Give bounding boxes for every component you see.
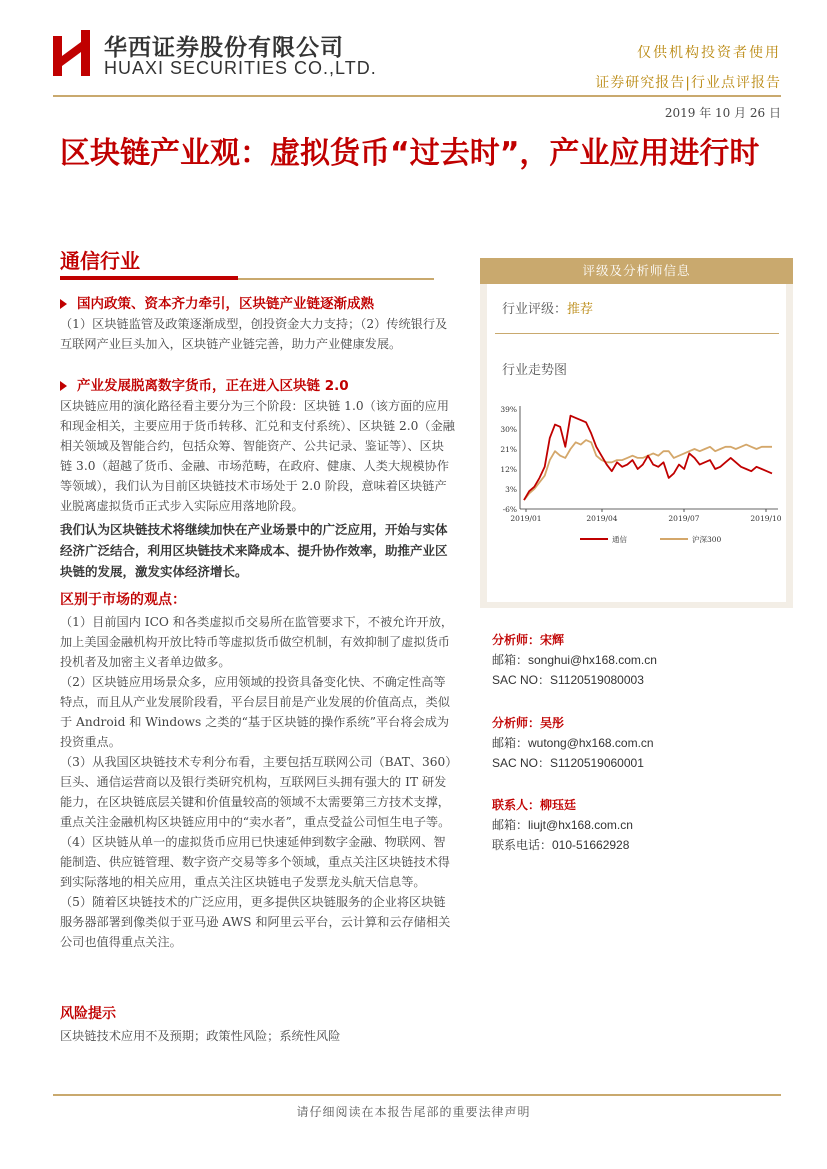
triangle-bullet-icon [60, 381, 67, 391]
industry-underline-red [60, 276, 238, 280]
y-tick-label: 21% [500, 445, 517, 454]
x-tick-label: 2019/04 [586, 514, 618, 523]
analyst-1-name: 分析师：宋辉 [492, 633, 565, 647]
report-date: 2019 年 10 月 26 日 [664, 106, 781, 120]
company-name-cn: 华西证券股份有限公司 [104, 35, 344, 61]
triangle-bullet-icon [60, 299, 67, 309]
blockchain2-paragraph: 区块链应用的演化路径看主要分为三个阶段：区块链 1.0（该方面的应用和现金相关，主要应用于货币转移、汇兑和支付系统）、区块链 2.0（金融相关领域及智能合约，包括众筹、智能资产、公共记录、鉴证等）、区块链 3.0（超越了货币、金融、市场范畴，在政府、健康、人类大规模协作等领域），我们认为目前区块链技术市场处于 2.0 阶段，意味着区块链产业脱离虚拟货币正式步入实际应用落地阶段。 [60, 399, 455, 513]
analyst-2 [492, 713, 792, 773]
y-tick-label: 3% [505, 485, 517, 494]
contact-email[interactable]: 邮箱：liujt@hx168.com.cn [492, 818, 633, 832]
y-tick-label: 30% [500, 425, 517, 434]
y-tick-label: 39% [500, 405, 517, 414]
footer-legal-note: 请仔细阅读在本报告尾部的重要法律声明 [296, 1105, 531, 1119]
series-line-telecom [524, 416, 772, 500]
audience-note: 仅供机构投资者使用 [637, 45, 781, 61]
contact [492, 795, 792, 855]
industry-underline-gold [238, 278, 434, 280]
diff-view-heading: 区别于市场的观点： [60, 592, 186, 608]
bullet-heading-policy [60, 294, 455, 314]
report-type: 证券研究报告|行业点评报告 [595, 75, 781, 91]
risk-heading: 风险提示 [60, 1006, 116, 1022]
header-divider [53, 95, 781, 97]
report-title: 区块链产业观：虚拟货币“过去时”，产业应用进行时 [60, 136, 760, 171]
legend-label: 沪深300 [692, 535, 722, 544]
section-risk [60, 1004, 455, 1046]
rating-value: 推荐 [567, 302, 594, 317]
series-line-hs300 [524, 440, 772, 500]
analyst-1-email[interactable]: 邮箱：songhui@hx168.com.cn [492, 653, 657, 667]
analyst-2-email[interactable]: 邮箱：wutong@hx168.com.cn [492, 736, 654, 750]
section-policy [60, 294, 455, 354]
risk-text: 区块链技术应用不及预期；政策性风险；系统性风险 [60, 1029, 341, 1043]
y-tick-label: -6% [502, 505, 517, 514]
x-tick-label: 2019/07 [668, 514, 700, 523]
view-point-5: （5）随着区块链技术的广泛应用，更多提供区块链服务的企业将区块链服务器部署到像类似于亚马逊 AWS 和阿里云平台，云计算和云存储相关公司也值得重点关注。 [60, 895, 451, 949]
analyst-1 [492, 630, 792, 690]
section-blockchain2 [60, 376, 455, 582]
view-point-4: （4）区块链从单一的虚拟货币应用已快速延伸到数字金融、物联网、智能制造、供应链管理、数字资产交易等多个领域，重点关注区块链技术得到实际落地的相关应用，重点关注区块链电子发票龙头航天信息等。 [60, 835, 450, 889]
contact-phone: 联系电话：010-51662928 [492, 838, 630, 852]
policy-paragraph: （1）区块链监管及政策逐渐成型，创投资金大力支持；（2）传统银行及互联网产业巨头加入，区块链产业链完善，助力产业健康发展。 [60, 317, 448, 351]
trend-chart [488, 396, 788, 556]
industry-rating [502, 298, 593, 317]
analyst-2-sac: SAC NO：S1120519060001 [492, 756, 644, 770]
contact-name: 联系人：柳珏廷 [492, 798, 577, 812]
x-tick-label: 2019/10 [750, 514, 782, 523]
analyst-2-name: 分析师：吴彤 [492, 716, 565, 730]
analyst-1-sac: SAC NO：S1120519080003 [492, 673, 644, 687]
legend-label: 通信 [612, 535, 627, 544]
footer-divider [53, 1094, 781, 1096]
bullet-heading-blockchain2 [60, 376, 455, 396]
section-differentiated-view [60, 590, 455, 952]
y-tick-label: 12% [500, 465, 517, 474]
company-name-en: HUAXI SECURITIES CO.,LTD. [104, 58, 377, 78]
trend-chart-title: 行业走势图 [502, 363, 568, 378]
view-point-3: （3）从我国区块链技术专利分布看，主要包括互联网公司（BAT、360）巨头、通信运营商以及银行类研究机构，互联网巨头拥有强大的 IT 研发能力，在区块链底层关键和价值量较高的领域不太需要第三方技术支撑，重点关注金融机构区块链应用中的“卖水者”，重点受益公司恒生电子等。 [60, 755, 452, 829]
view-point-1: （1）目前国内 ICO 和各类虚拟币交易所在监管要求下，不被允许开放，加上美国金融机构开放比特币等虚拟货币做空机制，有效抑制了虚拟货币投机者及加密主义者单边做多。 [60, 615, 454, 669]
x-tick-label: 2019/01 [510, 514, 542, 523]
bullet-heading-text: 产业发展脱离数字货币，正在进入区块链 2.0 [77, 378, 349, 394]
panel-divider [495, 333, 779, 334]
rating-panel-header: 评级及分析师信息 [480, 258, 793, 284]
view-paragraph: 我们认为区块链技术将继续加快在产业场景中的广泛应用，开始与实体经济广泛结合，利用区块链技术来降成本、提升协作效率，助推产业区块链的发展，激发实体经济增长。 [60, 522, 448, 579]
bullet-heading-text: 国内政策、资本齐力牵引，区块链产业链逐渐成熟 [77, 296, 374, 312]
huaxi-logo-icon [53, 30, 93, 78]
industry-label: 通信行业 [60, 249, 140, 273]
rating-label: 行业评级： [502, 302, 568, 317]
view-point-2: （2）区块链应用场景众多，应用领域的投资具备变化快、不确定性高等特点，而且从产业发展阶段看，平台层目前是产业发展的价值高点，类似于 Android 和 Windows 之类的“基于区块链的操作系统”平台将会成为投资重点。 [60, 675, 450, 749]
